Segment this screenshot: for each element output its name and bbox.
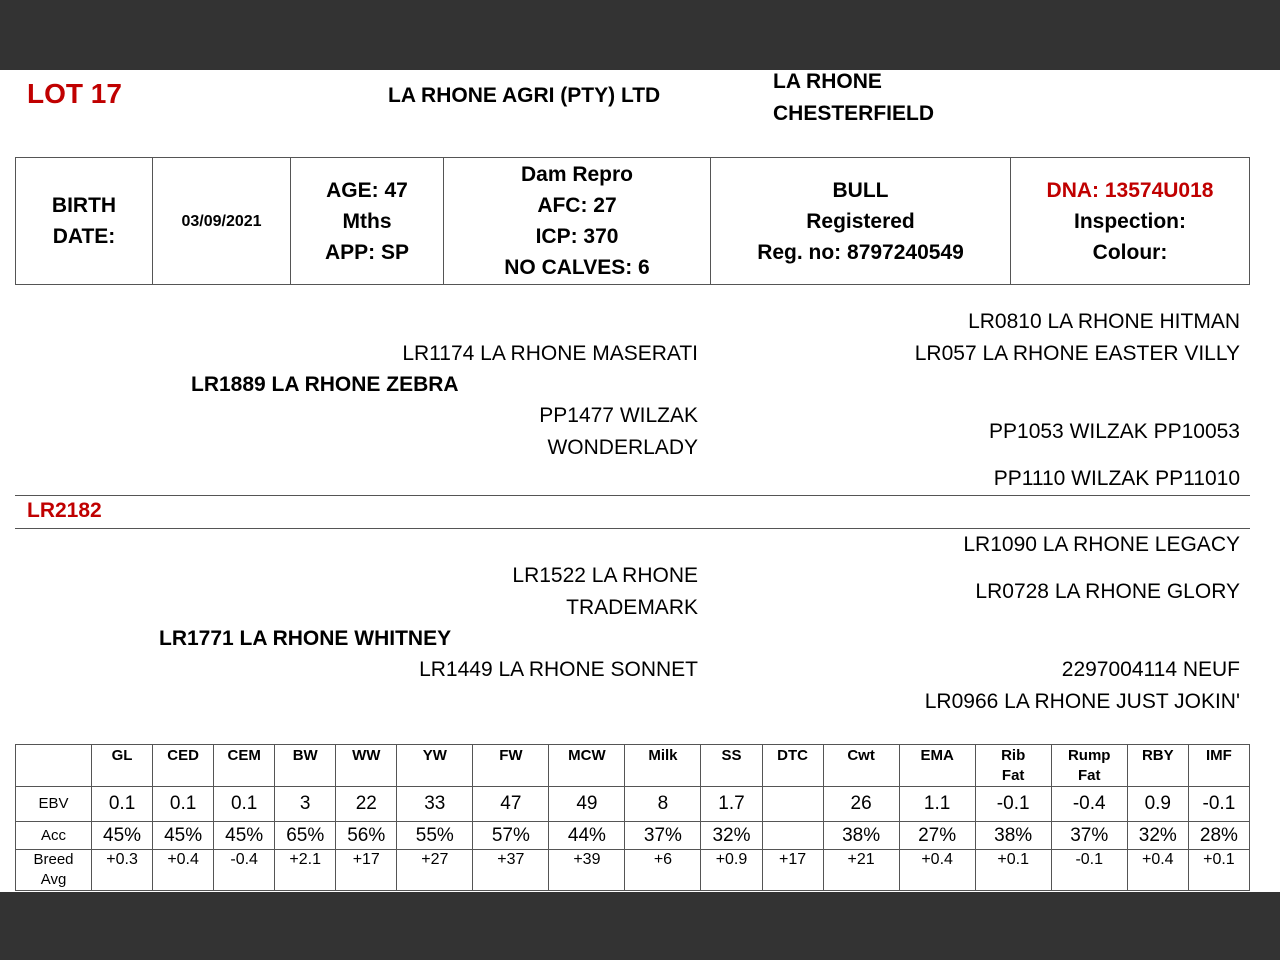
- sire-dam-line-1: PP1477 WILZAK: [539, 404, 698, 427]
- avg-cell: -0.1: [1051, 850, 1127, 891]
- dna-cell: [1011, 158, 1250, 285]
- sire-dam-dam: PP1110 WILZAK PP11010: [993, 467, 1240, 490]
- row-label-acc: Acc: [16, 822, 92, 850]
- age-unit: Mths: [342, 209, 392, 233]
- sex-value: BULL: [832, 178, 889, 202]
- acc-row: [16, 822, 1250, 850]
- ebv-row: [16, 787, 1250, 822]
- ebv-header: GL: [92, 745, 153, 787]
- avg-cell: +0.4: [153, 850, 214, 891]
- dam-sire-dam: LR0728 LA RHONE GLORY: [975, 580, 1240, 603]
- ebv-cell: 33: [397, 787, 473, 822]
- sire-sire-dam: LR057 LA RHONE EASTER VILLY: [914, 342, 1240, 365]
- ebv-header: IMF: [1188, 745, 1249, 787]
- sire-dam-sire: PP1053 WILZAK PP10053: [989, 420, 1240, 443]
- row-label-breed-avg: Breed Avg: [16, 850, 92, 891]
- viewer-bottom-bar: [0, 892, 1280, 960]
- ebv-cell: 1.1: [899, 787, 975, 822]
- ebv-header: CED: [153, 745, 214, 787]
- ebv-header: Milk: [625, 745, 701, 787]
- ebv-cell: 26: [823, 787, 899, 822]
- dam: LR1771 LA RHONE WHITNEY: [159, 627, 452, 650]
- ebv-header: Cwt: [823, 745, 899, 787]
- ebv-cell: [762, 787, 823, 822]
- divider-top: [15, 495, 1250, 496]
- dam-sire-line-2: TRADEMARK: [566, 596, 698, 619]
- acc-cell: 44%: [549, 822, 625, 850]
- lot-number: LOT 17: [27, 78, 122, 109]
- avg-cell: +0.9: [701, 850, 762, 891]
- ebv-header: CEM: [214, 745, 275, 787]
- sire-sire: LR1174 LA RHONE MASERATI: [402, 342, 698, 365]
- ebv-header: Rump Fat: [1051, 745, 1127, 787]
- app-value: APP: SP: [324, 240, 410, 264]
- ebv-cell: 3: [275, 787, 336, 822]
- dam-dam-dam: LR0966 LA RHONE JUST JOKIN': [924, 690, 1240, 713]
- avg-cell: +0.1: [975, 850, 1051, 891]
- age-value: AGE: 47: [326, 178, 408, 202]
- ebv-header: MCW: [549, 745, 625, 787]
- ebv-cell: 0.1: [214, 787, 275, 822]
- avg-cell: +21: [823, 850, 899, 891]
- avg-cell: +0.3: [92, 850, 153, 891]
- acc-cell: 27%: [899, 822, 975, 850]
- registration-status: Registered: [806, 209, 915, 233]
- ebv-header: FW: [473, 745, 549, 787]
- acc-cell: [762, 822, 823, 850]
- ebv-cell: 0.1: [92, 787, 153, 822]
- ebv-header: EMA: [899, 745, 975, 787]
- dam-dam: LR1449 LA RHONE SONNET: [419, 658, 698, 681]
- ebv-cell: -0.4: [1051, 787, 1127, 822]
- avg-cell: +17: [336, 850, 397, 891]
- registration-cell: [711, 158, 1011, 285]
- age-cell: [291, 158, 444, 285]
- farm-name-line-1: LA RHONE: [773, 70, 882, 93]
- acc-cell: 65%: [275, 822, 336, 850]
- ebv-cell: 49: [549, 787, 625, 822]
- dam-repro-title: Dam Repro: [520, 163, 634, 186]
- ebv-corner: [16, 745, 92, 787]
- divider-bottom: [15, 528, 1250, 529]
- ebv-cell: 47: [473, 787, 549, 822]
- acc-cell: 38%: [975, 822, 1051, 850]
- dam-repro-cell: [444, 158, 711, 285]
- acc-cell: 56%: [336, 822, 397, 850]
- dam-dam-sire: 2297004114 NEUF: [1061, 658, 1240, 681]
- avg-cell: +0.4: [899, 850, 975, 891]
- avg-cell: +39: [549, 850, 625, 891]
- avg-cell: +37: [473, 850, 549, 891]
- ebv-cell: 8: [625, 787, 701, 822]
- inspection-label: Inspection:: [1073, 209, 1186, 233]
- ebv-header: WW: [336, 745, 397, 787]
- acc-cell: 32%: [701, 822, 762, 850]
- acc-cell: 57%: [473, 822, 549, 850]
- birth-label-1: BIRTH: [51, 194, 117, 217]
- lot-page: [0, 70, 1280, 892]
- avg-cell: +6: [625, 850, 701, 891]
- ebv-header: DTC: [762, 745, 823, 787]
- ebv-header: SS: [701, 745, 762, 787]
- ebv-header: YW: [397, 745, 473, 787]
- ebv-header: Rib Fat: [975, 745, 1051, 787]
- acc-cell: 45%: [153, 822, 214, 850]
- avg-cell: +0.1: [1188, 850, 1249, 891]
- animal-info-table: [15, 157, 1250, 285]
- acc-cell: 55%: [397, 822, 473, 850]
- avg-cell: +0.4: [1127, 850, 1188, 891]
- owner-name: LA RHONE AGRI (PTY) LTD: [388, 84, 661, 107]
- registration-number: Reg. no: 8797240549: [757, 240, 964, 264]
- birth-label-2: DATE:: [52, 225, 116, 248]
- avg-cell: +17: [762, 850, 823, 891]
- ebv-cell: 22: [336, 787, 397, 822]
- breed-avg-row: [16, 850, 1250, 891]
- ebv-cell: -0.1: [1188, 787, 1249, 822]
- dam-sire-line-1: LR1522 LA RHONE: [512, 564, 698, 587]
- sire-sire-sire: LR0810 LA RHONE HITMAN: [968, 310, 1240, 333]
- sire-dam-line-2: WONDERLADY: [547, 436, 698, 459]
- afc-value: AFC: 27: [537, 194, 617, 217]
- dna-value: DNA: 13574U018: [1046, 178, 1214, 202]
- ebv-header: RBY: [1127, 745, 1188, 787]
- acc-cell: 37%: [1051, 822, 1127, 850]
- farm-name: [773, 70, 934, 130]
- sire: LR1889 LA RHONE ZEBRA: [191, 373, 459, 396]
- viewer-top-bar: [0, 0, 1280, 70]
- birth-date-value: 03/09/2021: [153, 158, 291, 285]
- colour-label: Colour:: [1092, 240, 1168, 264]
- icp-value: ICP: 370: [535, 225, 619, 248]
- ebv-header: BW: [275, 745, 336, 787]
- acc-cell: 45%: [214, 822, 275, 850]
- dam-sire-sire: LR1090 LA RHONE LEGACY: [963, 533, 1240, 556]
- row-label-ebv: EBV: [16, 787, 92, 822]
- ebv-cell: 1.7: [701, 787, 762, 822]
- animal-id: LR2182: [27, 499, 102, 522]
- ebv-cell: 0.1: [153, 787, 214, 822]
- avg-cell: +27: [397, 850, 473, 891]
- farm-name-line-2: CHESTERFIELD: [773, 102, 935, 125]
- ebv-cell: -0.1: [975, 787, 1051, 822]
- ebv-cell: 0.9: [1127, 787, 1188, 822]
- acc-cell: 45%: [92, 822, 153, 850]
- acc-cell: 28%: [1188, 822, 1249, 850]
- acc-cell: 32%: [1127, 822, 1188, 850]
- avg-cell: -0.4: [214, 850, 275, 891]
- birth-date-label-cell: [16, 158, 153, 285]
- acc-cell: 38%: [823, 822, 899, 850]
- ebv-table: [15, 744, 1250, 891]
- calves-value: NO CALVES: 6: [504, 256, 650, 279]
- acc-cell: 37%: [625, 822, 701, 850]
- avg-cell: +2.1: [275, 850, 336, 891]
- ebv-header-row: [16, 745, 1250, 787]
